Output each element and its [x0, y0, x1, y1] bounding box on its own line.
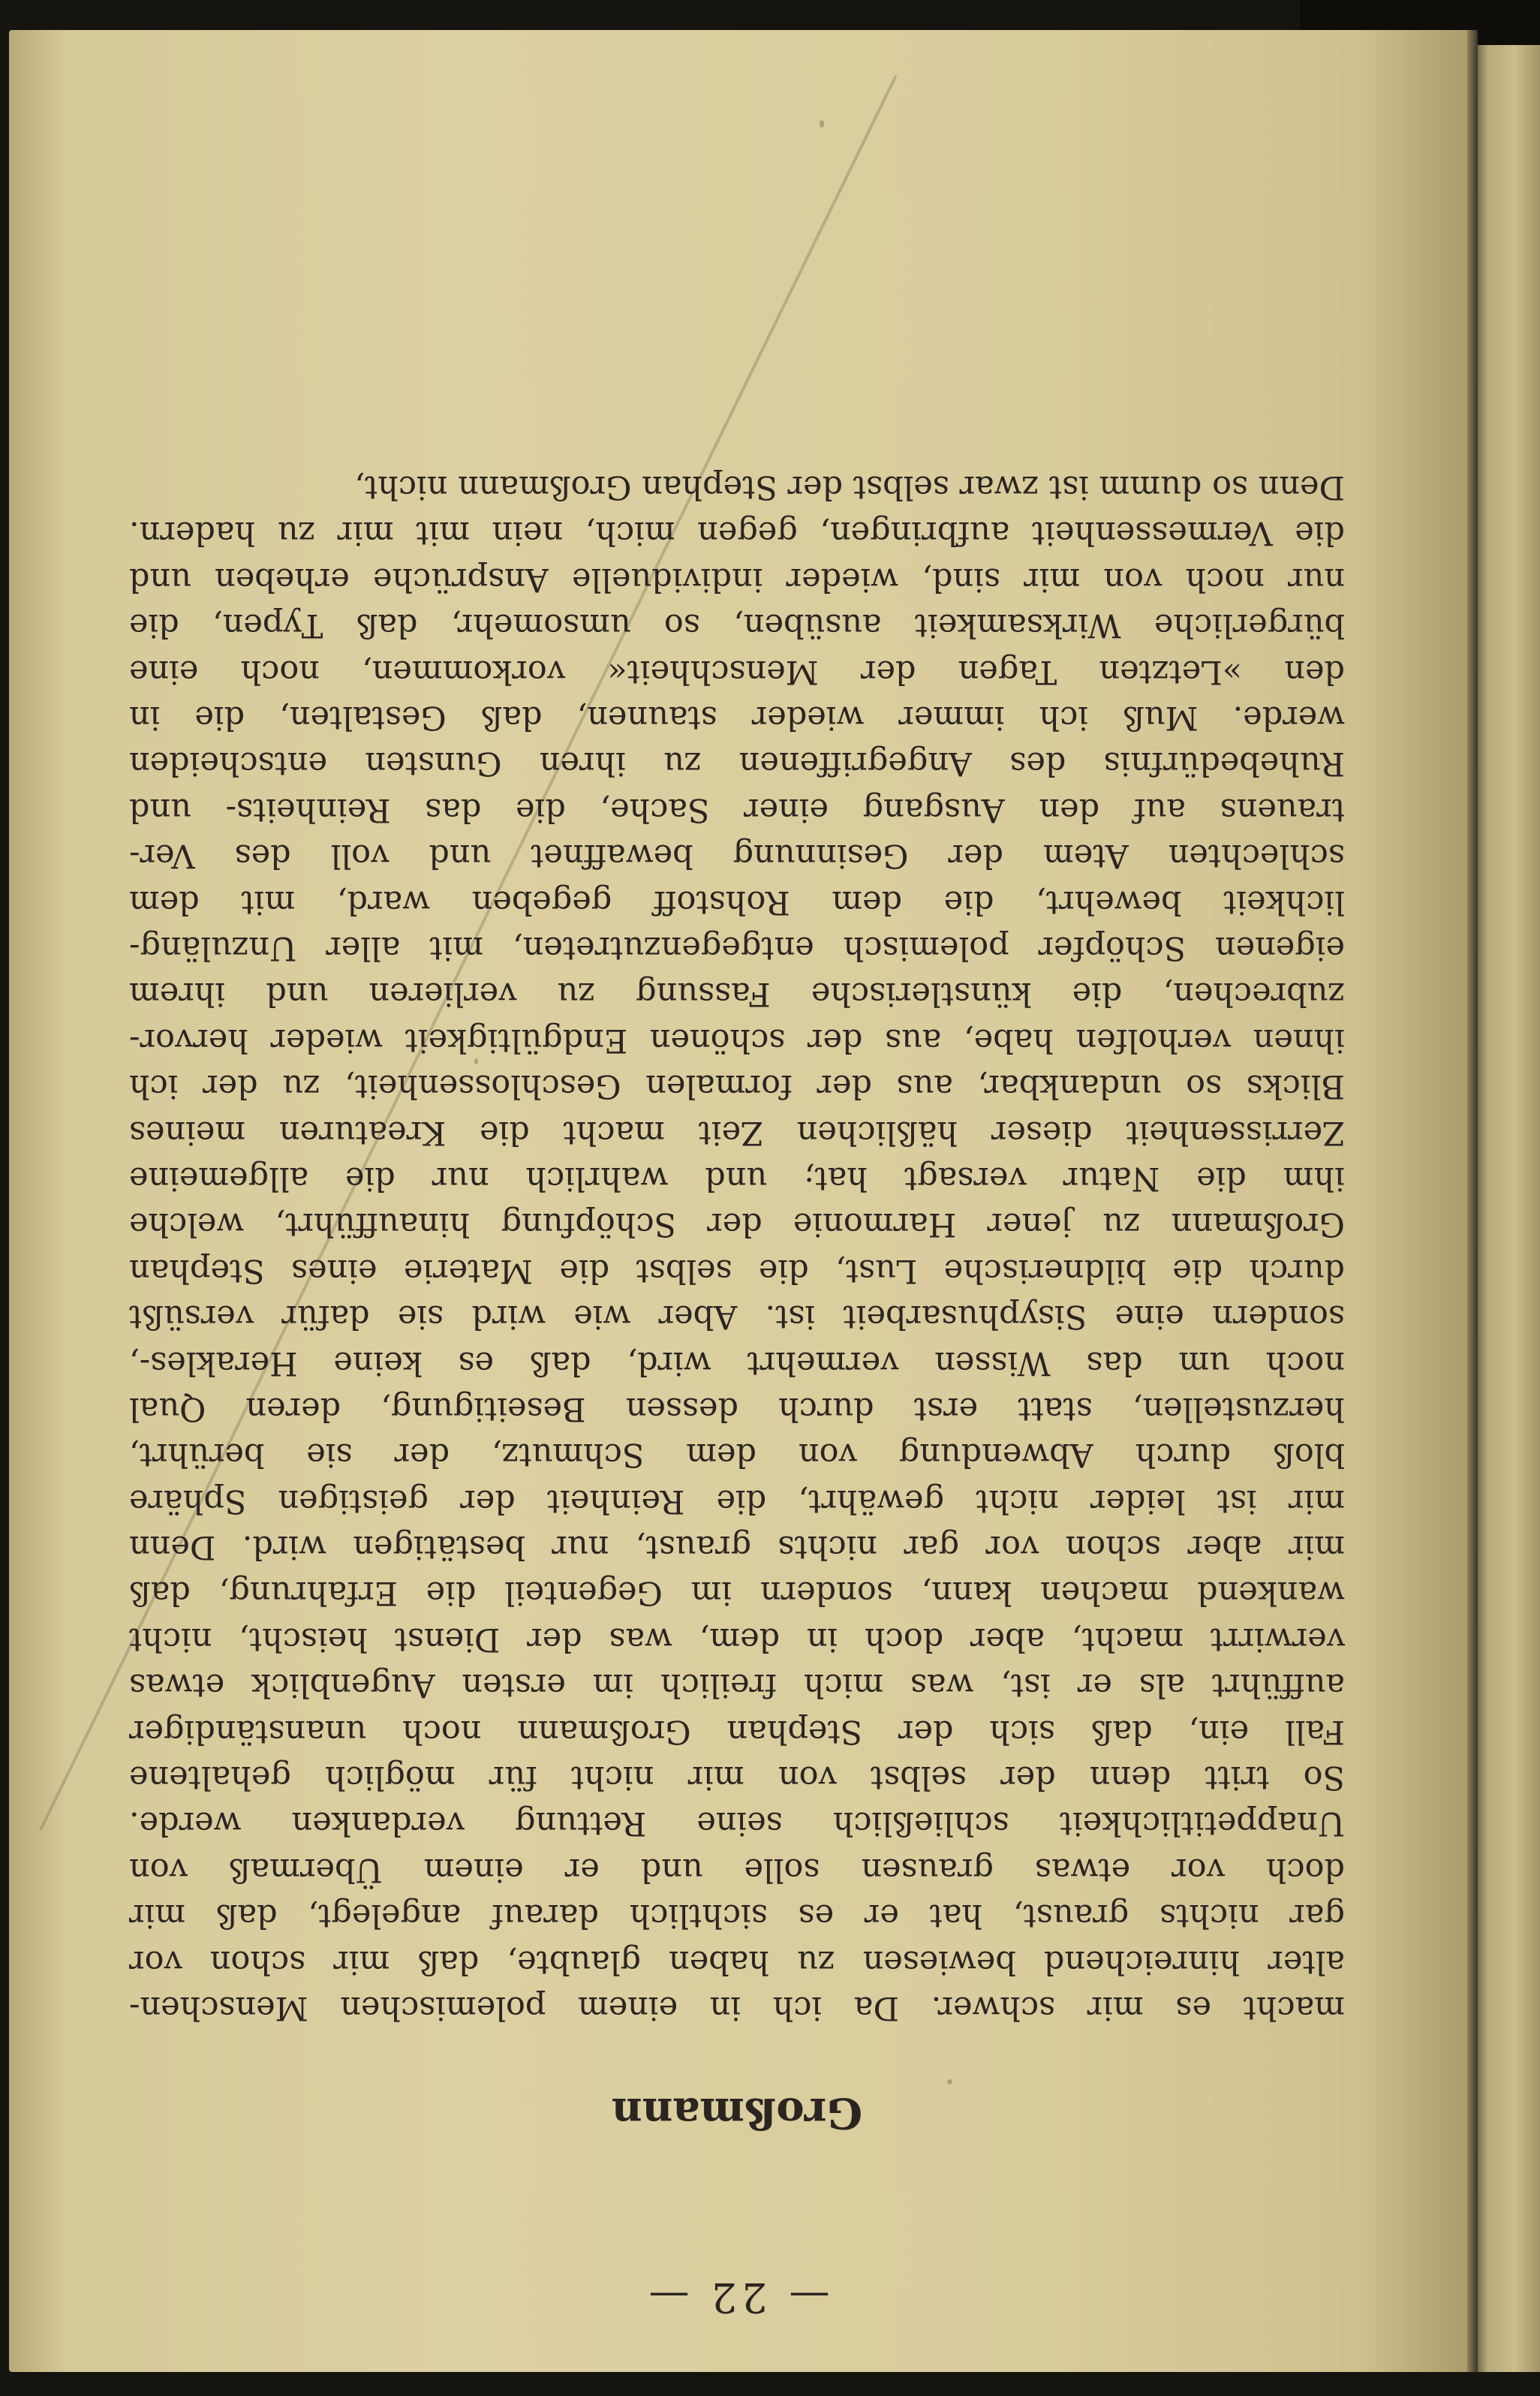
facing-page-edge: [1476, 45, 1540, 2372]
text-line: Ruhebedürfnis des Angegriffenen zu ihren Gunsten entscheiden: [129, 745, 1345, 783]
text-line: alter hinreichend bewiesen zu haben glaubte, daß mir schon vor: [129, 1943, 1345, 1981]
text-line: die Vermessenheit aufbringen, gegen mich, nein mit mir zu hadern.: [129, 514, 1345, 552]
upside-down-text-block: [129, 345, 1345, 2327]
text-line: verwirrt macht, aber doch in dem, was der Dienst heischt, nicht: [129, 1620, 1345, 1658]
page-gutter: [1467, 30, 1478, 2372]
book-page: [9, 30, 1476, 2372]
text-line: wankend machen kann, sondern im Gegenteil die Erfahrung, daß: [129, 1574, 1345, 1612]
text-line: bloß durch Abwendung von dem Schmutz, der sie berührt,: [129, 1436, 1345, 1474]
text-line: macht es mir schwer. Da ich in einem polemischen Menschen-: [129, 1989, 1345, 2027]
text-line: nur noch von mir sind, wieder individuelle Ansprüche erheben und: [129, 560, 1345, 598]
text-line: eigenen Schöpfer polemisch entgegenzutreten, mit aller Unzuläng-: [129, 929, 1345, 968]
text-line: mir ist leider nicht gewährt, die Reinheit der geistigen Sphäre: [129, 1482, 1345, 1520]
text-line: zubrechen, die künstlerische Fassung zu verlieren und ihrem: [129, 975, 1345, 1013]
text-line: gar nichts graust, hat er es sichtlich darauf angelegt, daß mir: [129, 1897, 1345, 1935]
ink-spot: [820, 120, 824, 128]
text-line: durch die bildnerische Lust, die selbst die Materie eines Stephan: [129, 1251, 1345, 1290]
text-line: Großmann zu jener Harmonie der Schöpfung hinaufführt, welche: [129, 1206, 1345, 1244]
text-line: bürgerliche Wirksamkeit ausüben, so umsomehr, daß Typen, die: [129, 607, 1345, 645]
text-line: Unappetitlichkeit schließlich seine Rettung verdanken werde.: [129, 1805, 1345, 1843]
body-text: [129, 464, 1345, 2030]
text-line: aufführt als er ist, was mich freilich im ersten Augenblick etwas: [129, 1666, 1345, 1705]
text-line: Fall ein, daß sich der Stephan Großmann noch unanständiger: [129, 1712, 1345, 1750]
text-line: ihnen verholfen habe, aus der schönen Endgültigkeit wieder hervor-: [129, 1021, 1345, 1059]
text-line: So tritt denn der selbst von mir nicht für möglich gehaltene: [129, 1759, 1345, 1797]
text-line: trauens auf den Ausgang einer Sache, die das Reinheits- und: [129, 790, 1345, 829]
text-line: schlechten Atem der Gesinnung bewaffnet und voll des Ver-: [129, 837, 1345, 875]
text-line: mir aber schon vor gar nichts graust, nur bestätigen wird. Denn: [129, 1528, 1345, 1567]
text-line: doch vor etwas grausen solle und er einem Übermaß von: [129, 1850, 1345, 1889]
page-number: — 22 —: [644, 2274, 830, 2321]
text-line: den »Letzten Tagen der Menschheit« vorkommen, noch eine: [129, 652, 1345, 691]
text-line: lichkeit bewehrt, die dem Rohstoff gegeben ward, mit dem: [129, 883, 1345, 921]
text-line: noch um das Wissen vermehrt wird, daß es keine Herakles-,: [129, 1344, 1345, 1382]
text-line: Blicks so undankbar, aus der formalen Geschlossenheit, zu der ich: [129, 1067, 1345, 1106]
text-line: Zerrissenheit dieser häßlichen Zeit macht die Kreaturen meines: [129, 1113, 1345, 1151]
text-line: sondern eine Sisyphusarbeit ist. Aber wie wird sie dafür versüßt: [129, 1298, 1345, 1336]
chapter-title: Großmann: [611, 2088, 863, 2138]
text-line: Denn so dumm ist zwar selbst der Stephan Großmann nicht,: [354, 468, 1345, 507]
text-line: ihm die Natur versagt hat; und wahrlich nur die allgemeine: [129, 1159, 1345, 1197]
text-line: werde. Muß ich immer wieder staunen, daß Gestalten, die in: [129, 699, 1345, 737]
text-line: herzustellen, statt erst durch dessen Beseitigung, deren Qual: [129, 1389, 1345, 1428]
